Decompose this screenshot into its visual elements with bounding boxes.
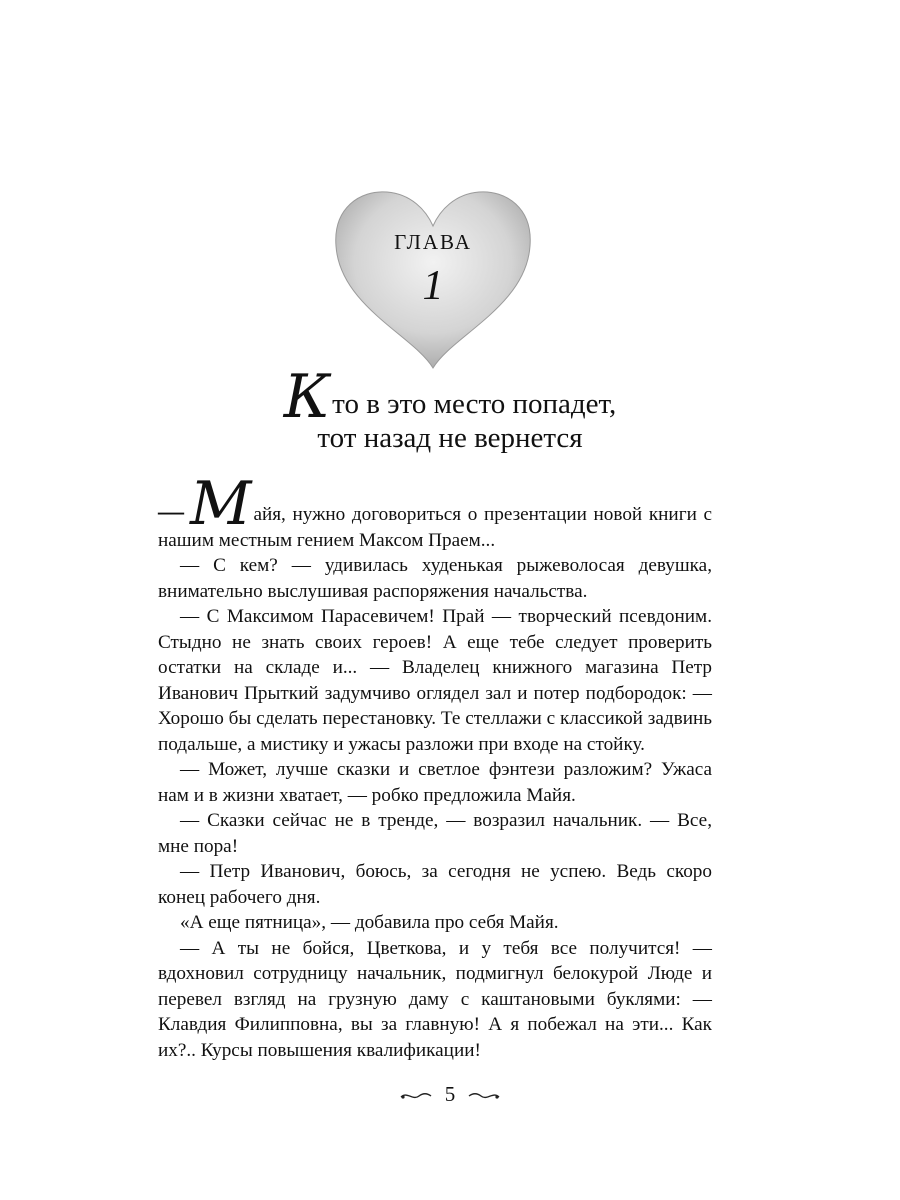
opening-dash: — [158,497,184,526]
right-ornament-icon [467,1084,501,1109]
dropcap-initial: М [190,469,252,539]
body-text [158,469,712,1063]
title-initial: К [283,362,331,432]
paragraph-6: — Петр Иванович, боюсь, за сегодня не успею. Ведь скоро конец рабочего дня. [158,861,712,908]
paragraph-5: — Сказки сейчас не в тренде, — возразил начальник. — Все, мне пора! [158,810,712,857]
title-line-1-rest: то в это место попадет, [332,388,617,420]
chapter-title-line-1 [150,362,750,432]
chapter-number: 1 [422,263,444,309]
chapter-title-line-2: тот назад не вернется [317,422,583,454]
paragraph-8: — А ты не бойся, Цветкова, и у тебя все получится! — вдохновил сотрудницу начальник, подмигнул белокурой Люде и перевел взгляд на грузную даму с каштановыми буклями: — Клавдия Филипповна, вы за главную! А я побежал на эти... Как их?.. Курсы повышения квалификации! [158,937,712,1061]
chapter-label: ГЛАВА [394,230,472,254]
paragraph-3: — С Максимом Парасевичем! Прай — творческий псевдоним. Стыдно не знать своих героев! А еще тебе следует проверить остатки на складе и... — Владелец книжного магазина Петр Иванович Прыткий задумчиво оглядел зал и потер подбородок: — Хорошо бы сделать перестановку. Те стеллажи с классикой задвинь подальше, а мистику и ужасы разложи при входе на стойку. [158,606,712,755]
paragraph-4: — Может, лучше сказки и светлое фэнтези разложим? Ужаса нам и в жизни хватает, — робко предложила Майя. [158,759,712,806]
chapter-title [150,362,750,455]
paragraph-1-text: айя, нужно договориться о презентации новой книги с нашим местным гением Максом Праем... [158,504,712,551]
paragraph-7: «А еще пятница», — добавила про себя Майя. [180,912,559,933]
page-footer [0,1082,900,1109]
paragraph-1 [158,469,712,553]
paragraph-2: — С кем? — удивилась худенькая рыжеволосая девушка, внимательно выслушивая распоряжения начальства. [158,555,712,602]
page-number: 5 [444,1082,456,1106]
left-ornament-icon [399,1084,433,1109]
